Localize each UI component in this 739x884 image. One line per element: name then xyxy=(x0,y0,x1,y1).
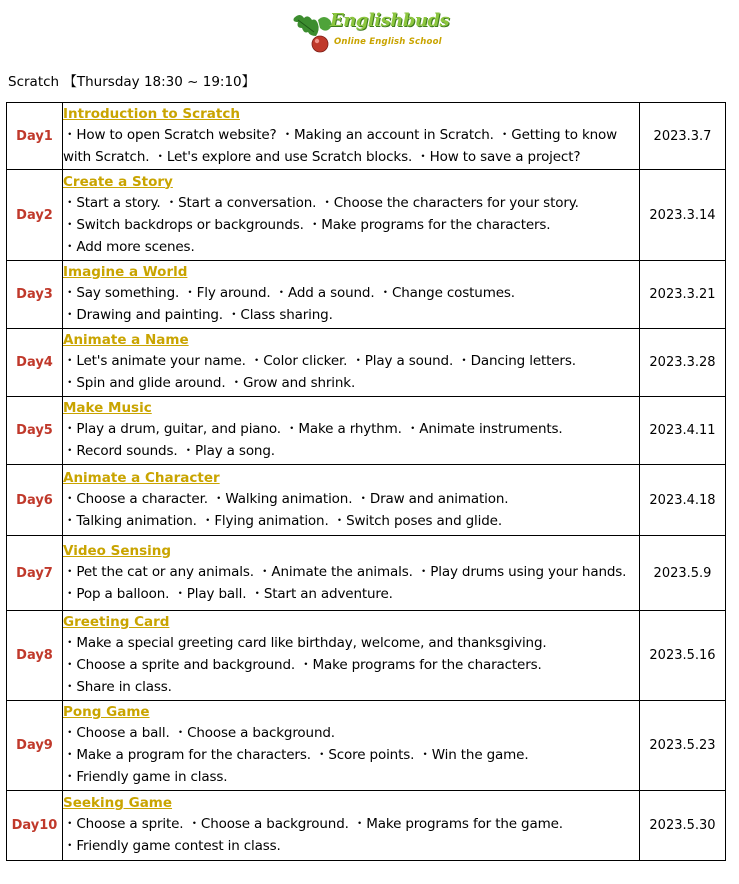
lesson-day: Day6 xyxy=(7,465,63,536)
lesson-activity-line: ・Spin and glide around. ・Grow and shrink. xyxy=(63,375,356,391)
lesson-day: Day9 xyxy=(7,701,63,791)
lesson-activity-line: ・Drawing and painting. ・Class sharing. xyxy=(63,307,333,323)
lesson-title: Animate a Character xyxy=(63,469,220,486)
brand-logo xyxy=(290,6,450,58)
lesson-activity-line: ・Choose a sprite and background. ・Make programs for the characters. xyxy=(63,657,542,673)
lesson-row xyxy=(7,701,726,791)
lesson-date: 2023.3.14 xyxy=(640,170,726,261)
lesson-date: 2023.3.7 xyxy=(640,103,726,170)
lesson-activity-line: ・Pop a balloon. ・Play ball. ・Start an adventure. xyxy=(63,585,393,602)
lesson-content xyxy=(63,791,640,861)
lesson-content xyxy=(63,103,640,170)
lesson-activity-line: ・Friendly game contest in class. xyxy=(63,838,281,854)
lesson-activity-line: ・Let's animate your name. ・Color clicker. ・Play a sound. ・Dancing letters. xyxy=(63,353,576,369)
lesson-activity-line: ・Choose a character. ・Walking animation. ・Draw and animation. xyxy=(63,490,509,507)
lesson-activity-line: ・Pet the cat or any animals. ・Animate the animals. ・Play drums using your hands. xyxy=(63,563,627,580)
lesson-row xyxy=(7,611,726,701)
lesson-activity-line: ・Say something. ・Fly around. ・Add a sound. ・Change costumes. xyxy=(63,285,515,301)
lesson-title: Greeting Card xyxy=(63,614,170,630)
lesson-title: Imagine a World xyxy=(63,264,188,280)
lesson-row xyxy=(7,170,726,261)
lesson-content xyxy=(63,536,640,611)
lesson-content xyxy=(63,701,640,791)
lesson-row xyxy=(7,329,726,397)
schedule-body xyxy=(7,103,726,861)
brand-tagline: Online English School xyxy=(334,37,442,47)
lesson-activity-line: ・Make a special greeting card like birthday, welcome, and thanksgiving. xyxy=(63,635,547,651)
lesson-activity-line: ・Add more scenes. xyxy=(63,238,195,255)
lesson-date: 2023.4.11 xyxy=(640,397,726,465)
lesson-day: Day7 xyxy=(7,536,63,611)
lesson-date: 2023.5.16 xyxy=(640,611,726,701)
lesson-row xyxy=(7,397,726,465)
brand-name: Englishbuds xyxy=(330,10,450,31)
lesson-content xyxy=(63,329,640,397)
lesson-date: 2023.5.23 xyxy=(640,701,726,791)
lesson-day: Day4 xyxy=(7,329,63,397)
lesson-content xyxy=(63,170,640,261)
lesson-date: 2023.4.18 xyxy=(640,465,726,536)
lesson-activity-line: ・Switch backdrops or backgrounds. ・Make programs for the characters. xyxy=(63,216,551,233)
lesson-activity-line: ・Talking animation. ・Flying animation. ・Switch poses and glide. xyxy=(63,512,502,529)
lesson-activity-line: ・Play a drum, guitar, and piano. ・Make a rhythm. ・Animate instruments. xyxy=(63,421,563,437)
lesson-day: Day10 xyxy=(7,791,63,861)
lesson-title: Make Music xyxy=(63,400,152,416)
lesson-row xyxy=(7,103,726,170)
lesson-content xyxy=(63,465,640,536)
lesson-content xyxy=(63,261,640,329)
lesson-row xyxy=(7,465,726,536)
lesson-title: Introduction to Scratch xyxy=(63,105,240,122)
lesson-date: 2023.3.21 xyxy=(640,261,726,329)
lesson-content xyxy=(63,397,640,465)
lesson-activity-line: ・Choose a sprite. ・Choose a background. ・Make programs for the game. xyxy=(63,816,563,832)
lesson-row xyxy=(7,536,726,611)
lesson-day: Day5 xyxy=(7,397,63,465)
lesson-row xyxy=(7,791,726,861)
lesson-title: Pong Game xyxy=(63,704,150,720)
lesson-content xyxy=(63,611,640,701)
lesson-title: Create a Story xyxy=(63,173,173,190)
lesson-date: 2023.3.28 xyxy=(640,329,726,397)
lesson-activity-line: ・Choose a ball. ・Choose a background. xyxy=(63,725,335,741)
lesson-day: Day2 xyxy=(7,170,63,261)
lesson-activity-line: ・How to open Scratch website? ・Making an account in Scratch. ・Getting to know xyxy=(63,126,618,143)
lesson-day: Day8 xyxy=(7,611,63,701)
lesson-date: 2023.5.9 xyxy=(640,536,726,611)
lesson-title: Video Sensing xyxy=(63,542,172,559)
lesson-activity-line: ・Make a program for the characters. ・Score points. ・Win the game. xyxy=(63,747,529,763)
lesson-activity-line: ・Friendly game in class. xyxy=(63,769,228,785)
lesson-day: Day1 xyxy=(7,103,63,170)
lesson-title: Seeking Game xyxy=(63,795,173,811)
lesson-schedule-table xyxy=(6,102,726,861)
lesson-activity-line: ・Share in class. xyxy=(63,679,172,695)
lesson-activity-line: ・Start a story. ・Start a conversation. ・Choose the characters for your story. xyxy=(63,194,579,211)
lesson-activity-line: ・Record sounds. ・Play a song. xyxy=(63,443,275,459)
lesson-activity-line: with Scratch. ・Let's explore and use Scratch blocks. ・How to save a project? xyxy=(63,148,581,165)
lesson-title: Animate a Name xyxy=(63,332,189,348)
lesson-row xyxy=(7,261,726,329)
page-heading: Scratch 【Thursday 18:30 ~ 19:10】 xyxy=(8,74,256,90)
lesson-date: 2023.5.30 xyxy=(640,791,726,861)
lesson-day: Day3 xyxy=(7,261,63,329)
